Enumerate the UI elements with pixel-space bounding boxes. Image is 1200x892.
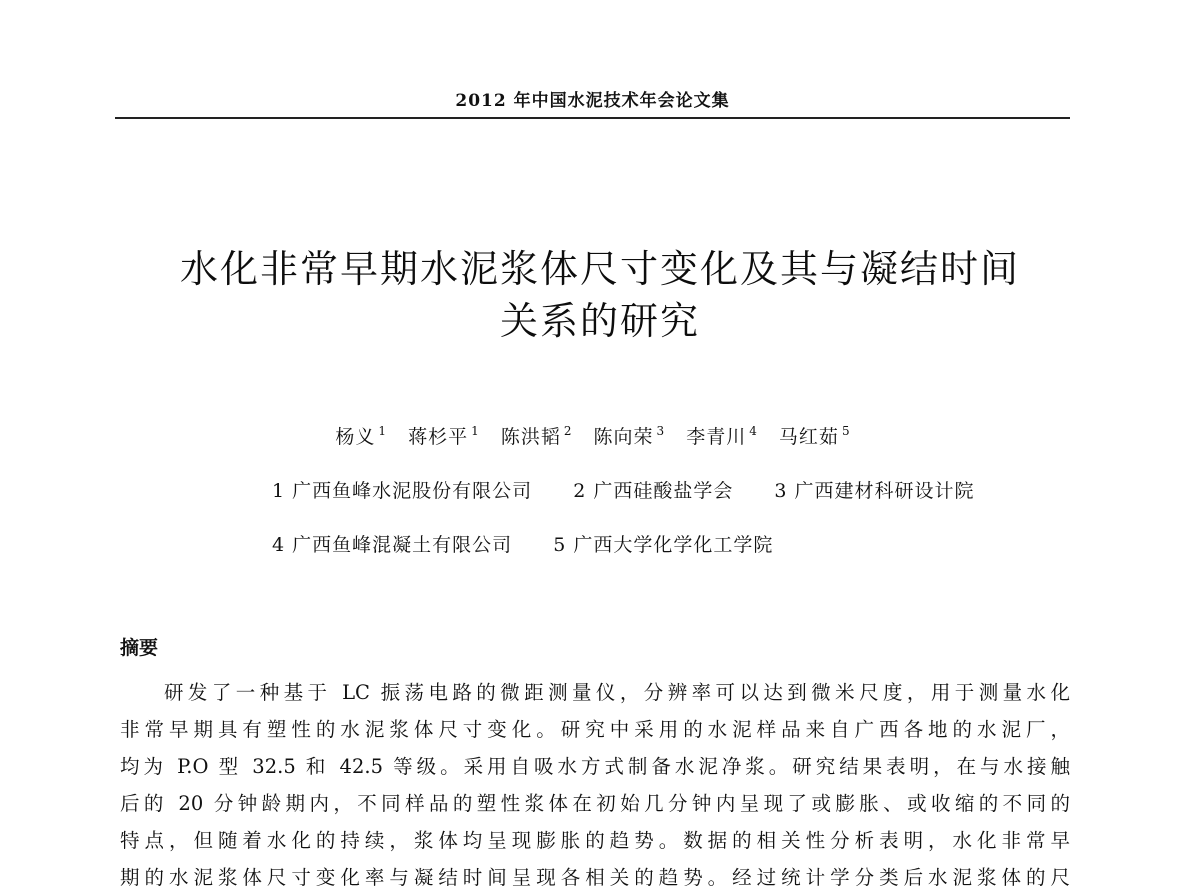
author-name: 陈向荣 (593, 426, 654, 448)
author-name: 马红茹 (778, 426, 839, 448)
running-header: 2012 年中国水泥技术年会论文集 (455, 91, 730, 111)
abstract-line: 特点，但随着水化的持续，浆体均呈现膨胀的趋势。数据的相关性分析表明，水化非常早 (120, 829, 1070, 852)
author-name: 杨义 (335, 426, 376, 448)
author (335, 426, 387, 448)
affiliation: 2 广西硅酸盐学会 (573, 480, 734, 502)
title-line-2: 关系的研究 (499, 299, 700, 343)
author-affiliation-mark: 3 (656, 424, 666, 438)
author-affiliation-mark: 2 (563, 424, 573, 438)
abstract-line: 研发了一种基于 LC 振荡电路的微距测量仪，分辨率可以达到微米尺度，用于测量水化 (164, 681, 1070, 704)
abstract-heading: 摘要 (120, 637, 159, 659)
affiliations-line-2 (272, 531, 1200, 559)
abstract-body (120, 674, 1070, 892)
abstract-line: 期的水泥浆体尺寸变化率与凝结时间呈现各相关的趋势。经过统计学分类后水泥浆体的尺 (120, 866, 1070, 889)
author (408, 426, 480, 448)
affiliation: 5 广西大学化学化工学院 (553, 534, 774, 556)
author-name: 蒋杉平 (408, 426, 469, 448)
abstract-line: 后的 20 分钟龄期内，不同样品的塑性浆体在初始几分钟内呈现了或膨胀、或收缩的不同的 (120, 792, 1070, 815)
author (686, 426, 758, 448)
affiliation: 3 广西建材科研设计院 (774, 480, 975, 502)
affiliations-line-1 (272, 477, 1200, 505)
header-rule (115, 117, 1070, 119)
author-affiliation-mark: 4 (749, 424, 758, 438)
author-affiliation-mark: 5 (841, 424, 851, 438)
author (779, 426, 851, 448)
author-name: 李青川 (686, 426, 747, 448)
abstract-line: 非常早期具有塑性的水泥浆体尺寸变化。研究中采用的水泥样品来自广西各地的水泥厂， (120, 718, 1070, 741)
author-list (150, 417, 1050, 451)
author-affiliation-mark: 1 (471, 424, 480, 438)
author-affiliation-mark: 1 (378, 424, 388, 438)
title-line-1: 水化非常早期水泥浆体尺寸变化及其与凝结时间 (179, 247, 1020, 291)
abstract-line: 均为 P.O 型 32.5 和 42.5 等级。采用自吸水方式制备水泥净浆。研究结果表明，在与水接触 (120, 755, 1070, 778)
affiliation: 1 广西鱼峰水泥股份有限公司 (272, 480, 533, 502)
affiliation: 4 广西鱼峰混凝土有限公司 (272, 534, 513, 556)
paper-title (100, 243, 1100, 347)
author (594, 426, 666, 448)
author-name: 陈洪韬 (500, 426, 561, 448)
author (501, 426, 573, 448)
